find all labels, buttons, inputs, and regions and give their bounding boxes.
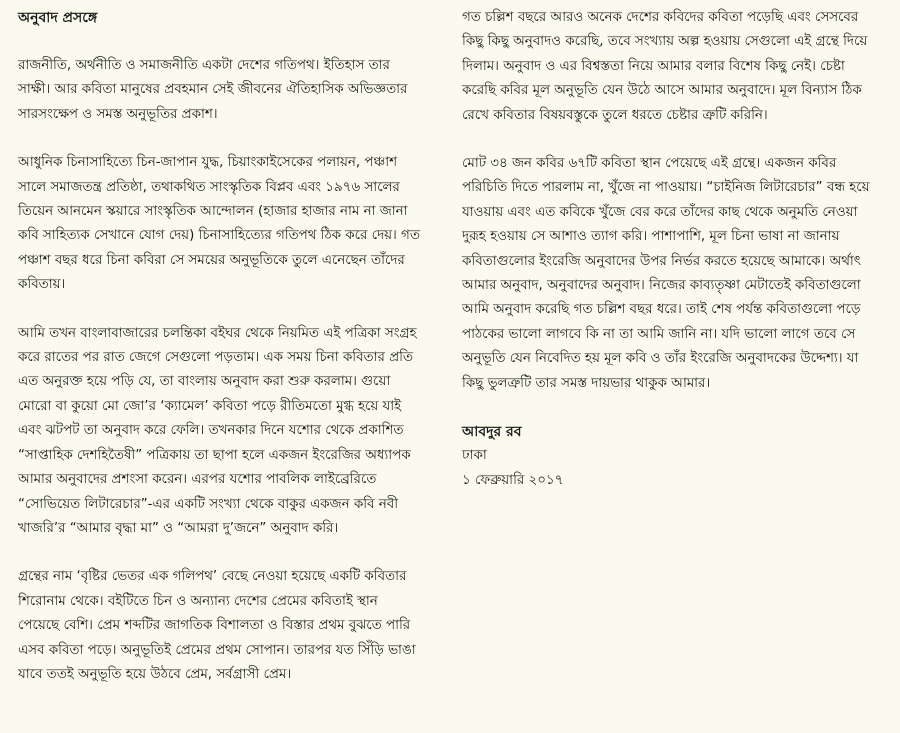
signature-date: ১ ফেব্রুয়ারি ২০১৭ bbox=[462, 472, 564, 488]
paragraph-modern-chinese-literature: আধুনিক চিনাসাহিত্যে চিন-জাপান যুদ্ধ, চিয়াংকাইসেকের পলায়ন, পঞ্চাশ সালে সমাজতন্ত্র প্রতিষ্ঠা, তথাকথিত সাংস্কৃতিক বিপ্লব এবং ১৯৭৬ সালের তিয়েন আনমেন স্কয়ারে সাংস্কৃতিক আন্দোলন (হাজার হাজার নাম না জানা কবি সাহিত্যক সেখানে যোগ দেয়) চিনাসাহিত্যের গতিপথ ঠিক করে দেয়। গত পঞ্চাশ বছর ধরে চিনা কবিরা সে সময়ের অনুভূতিকে তুলে এনেছেন তাঁদের কবিতায়। bbox=[18, 155, 420, 293]
paragraph-forty-years: গত চল্লিশ বছরে আরও অনেক দেশের কবিদের কবিতা পড়েছি এবং সেসবের কিছু কিছু অনুবাদও করেছি, তবে সংখ্যায় অল্প হওয়ায় সেগুলো এই গ্রন্থে দিয়ে দিলাম। অনুবাদ ও এর বিশ্বস্ততা নিয়ে আমার বলার বিশেষ কিছু নেই। চেষ্টা করেছি কবির মূল অনুভূতি যেন উঠে আসে আমার অনুবাদে। মূল বিন্যাস ঠিক রেখে কবিতার বিষয়বস্তুকে তুলে ধরতে চেষ্টার ত্রুটি করিনি। bbox=[462, 10, 868, 123]
paragraph-poet-count: মোট ৩৪ জন কবির ৬৭টি কবিতা স্থান পেয়েছে এই গ্রন্থে। একজন কবির পরিচিতি দিতে পারলাম না, খুঁজে না পাওয়ায়। “চাইনিজ লিটারেচার” বন্ধ হয়ে যাওয়ায় এবং এত কবিকে খুঁজে বের করে তাঁদের কাছ থেকে অনুমতি নেওয়া দুরূহ হওয়ায় সে আশাও ত্যাগ করি। পাশাপাশি, মূল চিনা ভাষা না জানায় কবিতাগুলোর ইংরেজি অনুবাদের উপর নির্ভর করতে হয়েছে আমাকে। অর্থাৎ আমার অনুবাদ, অনুবাদের অনুবাদ। নিজের কাব্যতৃষ্ণা মেটাতেই কবিতাগুলো আমি অনুবাদ করেছি গত চল্লিশ বছর ধরে। তাই শেষ পর্যন্ত কবিতাগুলো পড়ে পাঠকের ভালো লাগবে কি না তা আমি জানি না। যদি ভালো লাগে তবে সে অনুভূতি যেন নিবেদিত হয় মূল কবি ও তাঁর ইংরেজি অনুবাদকের উদ্দেশ্য। যা কিছু ভুলত্রুটি তার সমস্ত দায়ভার থাকুক আমার। bbox=[462, 156, 870, 391]
signature-block bbox=[462, 420, 882, 493]
right-column bbox=[462, 6, 882, 493]
left-column bbox=[18, 6, 423, 711]
paragraph-book-title: গ্রন্থের নাম ‘বৃষ্টির ভেতর এক গলিপথ’ বেছে নেওয়া হয়েছে একটি কবিতার শিরোনাম থেকে। বইটিতে চিন ও অন্যান্য দেশের প্রেমের কবিতাই স্থান পেয়েছে বেশি। প্রেম শব্দটির জাগতিক বিশালতা ও বিস্তার প্রথম বুঝতে পারি এসব কবিতা পড়ে। অনুভূতিই প্রেমের প্রথম সোপান। তারপর যত সিঁড়ি ভাঙা যাবে ততই অনুভূতি হয়ে উঠবে প্রেম, সর্বগ্রাসী প্রেম। bbox=[18, 569, 416, 682]
paragraph-translation-beginnings: আমি তখন বাংলাবাজারের চলন্তিকা বইঘর থেকে নিয়মিত এই পত্রিকা সংগ্রহ করে রাতের পর রাত জেগে সেগুলো পড়তাম। এক সময় চিনা কবিতার প্রতি এত অনুরক্ত হয়ে পড়ি যে, তা বাংলায় অনুবাদ করা শুরু করলাম। গুয়ো মোরো বা কুয়ো মো জো’র ‘ক্যামেল’ কবিতা পড়ে রীতিমতো মুগ্ধ হয়ে যাই এবং ঝটপট তা অনুবাদ করে ফেলি। তখনকার দিনে যশোর থেকে প্রকাশিত “সাপ্তাহিক দেশহিতৈষী” পত্রিকায় তা ছাপা হলে একজন ইংরেজির অধ্যাপক আমার অনুবাদের প্রশংসা করেন। এরপর যশোর পাবলিক লাইব্রেরিতে “সোভিয়েত লিটারেচার”-এর একটি সংখ্যা থেকে বাকুর একজন কবি নবী খাজরি’র “আমার বৃদ্ধা মা” ও “আমরা দু’জনে” অনুবাদ করি। bbox=[18, 325, 417, 536]
author-name: আবদুর রব bbox=[462, 424, 522, 441]
signature-place: ঢাকা bbox=[462, 448, 487, 464]
section-heading: অনুবাদ প্রসঙ্গে bbox=[18, 10, 98, 26]
paragraph-politics-poetry: রাজনীতি, অর্থনীতি ও সমাজনীতি একটা দেশের গতিপথ। ইতিহাস তার সাক্ষী। আর কবিতা মানুষের প্রবহমান সেই জীবনের ঐতিহাসিক অভিজ্ঞতার সারসংক্ষেপ ও সমস্ত অনুভূতির প্রকাশ। bbox=[18, 58, 408, 122]
